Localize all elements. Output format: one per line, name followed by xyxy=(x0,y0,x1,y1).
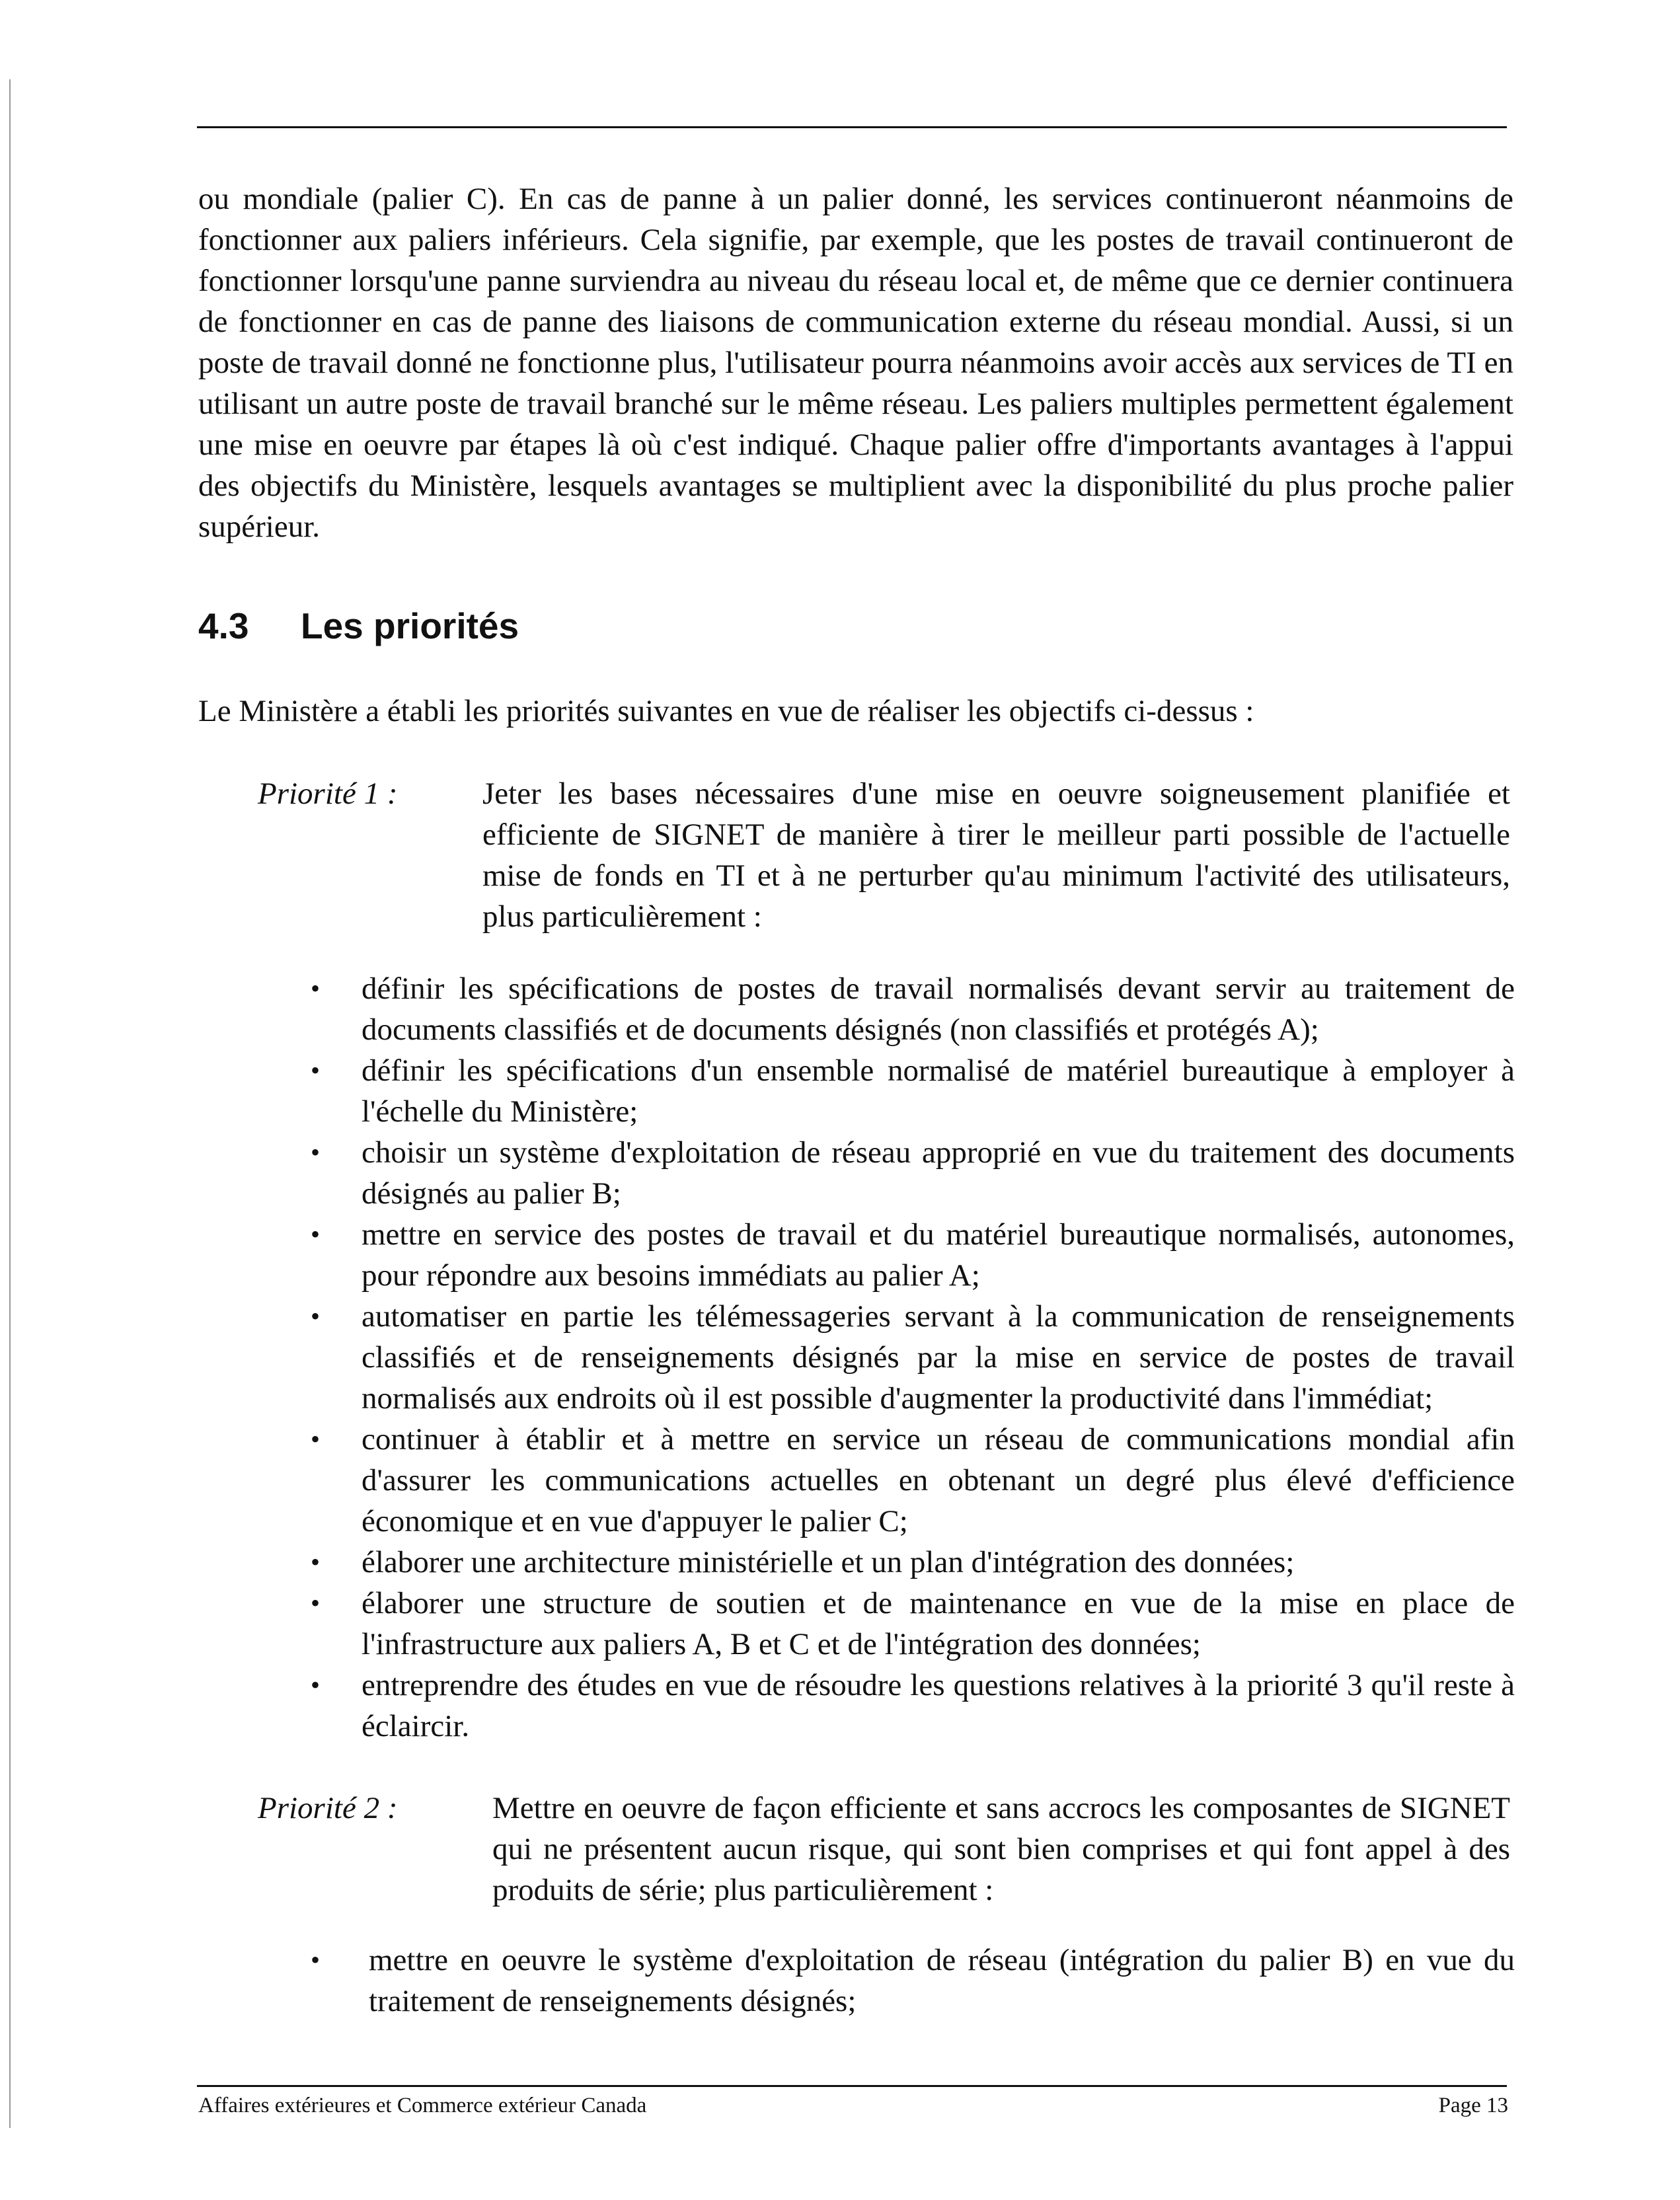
list-item: • continuer à établir et à mettre en service un réseau de communications mondial afin d'assurer les communications actuelles en obtenant un degré plus élevé d'efficience économique et en vue d'appuyer le palier C; xyxy=(311,1419,1515,1542)
footer-organization: Affaires extérieures et Commerce extérieur Canada xyxy=(198,2094,647,2117)
priority-2-bullet-list xyxy=(311,1940,1515,2022)
footer-page-number: Page 13 xyxy=(1438,2094,1508,2117)
priority-2-label: Priorité 2 : xyxy=(258,1791,398,1825)
list-item: • définir les spécifications de postes de travail normalisés devant servir au traitement de documents classifiés et de documents désignés (non classifiés et protégés A); xyxy=(311,968,1515,1050)
section-number: 4.3 xyxy=(198,605,249,646)
section-heading xyxy=(198,605,519,647)
header-rule xyxy=(197,126,1507,128)
list-item: • élaborer une architecture ministérielle et un plan d'intégration des données; xyxy=(311,1542,1515,1583)
list-item: • mettre en oeuvre le système d'exploitation de réseau (intégration du palier B) en vue du traitement de renseignements désignés; xyxy=(311,1940,1515,2022)
list-item: • entreprendre des études en vue de résoudre les questions relatives à la priorité 3 qu'il reste à éclaircir. xyxy=(311,1665,1515,1747)
page-scan-edge xyxy=(9,79,11,2128)
list-item: • mettre en service des postes de travail et du matériel bureautique normalisés, autonomes, pour répondre aux besoins immédiats au palier A; xyxy=(311,1214,1515,1296)
bullet-icon: • xyxy=(311,1424,321,1454)
continuation-block xyxy=(198,178,1513,547)
bullet-icon: • xyxy=(311,1945,321,1975)
bullet-icon: • xyxy=(311,1547,321,1577)
priority-1-bullet-list xyxy=(311,968,1515,1747)
bullet-icon: • xyxy=(311,1301,321,1331)
bullet-icon: • xyxy=(311,1137,321,1167)
priority-1-label: Priorité 1 : xyxy=(258,777,398,811)
list-item: • élaborer une structure de soutien et de maintenance en vue de la mise en place de l'infrastructure aux paliers A, B et C et de l'intégration des données; xyxy=(311,1583,1515,1665)
bullet-icon: • xyxy=(311,1219,321,1249)
list-item: • automatiser en partie les télémessageries servant à la communication de renseignements classifiés et de renseignements désignés par la mise en service de postes de travail normalisés aux endroits où il est possible d'augmenter la productivité dans l'immédiat; xyxy=(311,1296,1515,1419)
bullet-icon: • xyxy=(311,1588,321,1618)
continuation-paragraph: ou mondiale (palier C). En cas de panne à un palier donné, les services continueront néanmoins de fonctionner aux paliers inférieurs. Cela signifie, par exemple, que les postes de travail continueront de fonctionner lorsqu'une panne surviendra au niveau du réseau local et, de même que ce dernier continuera de fonctionner en cas de panne des liaisons de communication externe du réseau mondial. Aussi, si un poste de travail donné ne fonctionne plus, l'utilisateur pourra néanmoins avoir accès aux services de TI en utilisant un autre poste de travail branché sur le même réseau. Les paliers multiples permettent également une mise en oeuvre par étapes là où c'est indiqué. Chaque palier offre d'importants avantages à l'appui des objectifs du Ministère, lesquels avantages se multiplient avec la disponibilité du plus proche palier supérieur. xyxy=(198,182,1513,544)
footer-rule xyxy=(197,2085,1507,2087)
section-title: Les priorités xyxy=(301,605,519,646)
priority-1-text: Jeter les bases nécessaires d'une mise en oeuvre soigneusement planifiée et efficiente de SIGNET de manière à tirer le meilleur parti possible de l'actuelle mise de fonds en TI et à ne perturber qu'au minimum l'activité des utilisateurs, plus particulièrement : xyxy=(482,777,1510,934)
bullet-icon: • xyxy=(311,1670,321,1700)
section-intro: Le Ministère a établi les priorités suivantes en vue de réaliser les objectifs ci-dessus : xyxy=(198,694,1254,728)
list-item: • définir les spécifications d'un ensemble normalisé de matériel bureautique à employer à l'échelle du Ministère; xyxy=(311,1050,1515,1132)
bullet-icon: • xyxy=(311,973,321,1003)
bullet-icon: • xyxy=(311,1055,321,1085)
list-item: • choisir un système d'exploitation de réseau approprié en vue du traitement des documents désignés au palier B; xyxy=(311,1132,1515,1214)
priority-2-text: Mettre en oeuvre de façon efficiente et sans accrocs les composantes de SIGNET qui ne présentent aucun risque, qui sont bien comprises et qui font appel à des produits de série; plus particulièrement : xyxy=(492,1791,1510,1907)
